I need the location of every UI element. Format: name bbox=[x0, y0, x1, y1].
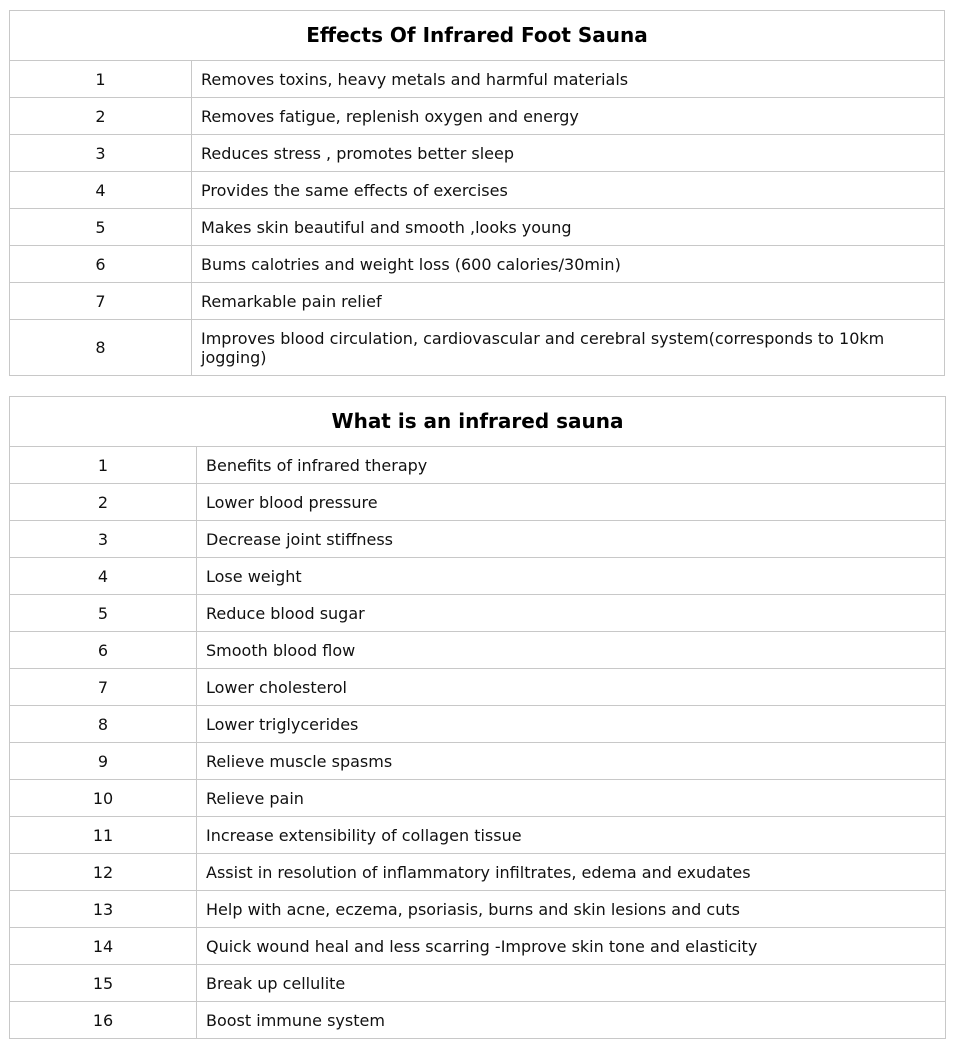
row-number: 8 bbox=[10, 706, 197, 743]
row-text: Bums calotries and weight loss (600 calories/30min) bbox=[192, 246, 945, 283]
row-number: 11 bbox=[10, 817, 197, 854]
infrared-sauna-benefits-table bbox=[9, 396, 946, 1039]
row-text: Assist in resolution of inflammatory infiltrates, edema and exudates bbox=[197, 854, 946, 891]
row-number: 7 bbox=[10, 283, 192, 320]
row-text: Help with acne, eczema, psoriasis, burns and skin lesions and cuts bbox=[197, 891, 946, 928]
table-title: What is an infrared sauna bbox=[10, 397, 946, 447]
row-text: Increase extensibility of collagen tissue bbox=[197, 817, 946, 854]
table-row bbox=[10, 61, 945, 98]
row-number: 15 bbox=[10, 965, 197, 1002]
foot-sauna-effects-table bbox=[9, 10, 945, 376]
table-row bbox=[10, 743, 946, 780]
row-text: Remarkable pain relief bbox=[192, 283, 945, 320]
row-number: 4 bbox=[10, 558, 197, 595]
row-text: Boost immune system bbox=[197, 1002, 946, 1039]
table-row bbox=[10, 172, 945, 209]
row-number: 8 bbox=[10, 320, 192, 376]
row-number: 5 bbox=[10, 209, 192, 246]
row-number: 9 bbox=[10, 743, 197, 780]
row-text: Break up cellulite bbox=[197, 965, 946, 1002]
row-number: 16 bbox=[10, 1002, 197, 1039]
table-row bbox=[10, 595, 946, 632]
table-row bbox=[10, 965, 946, 1002]
row-text: Smooth blood flow bbox=[197, 632, 946, 669]
row-text: Reduce blood sugar bbox=[197, 595, 946, 632]
table-row bbox=[10, 780, 946, 817]
row-text: Removes toxins, heavy metals and harmful materials bbox=[192, 61, 945, 98]
table-row bbox=[10, 817, 946, 854]
row-number: 3 bbox=[10, 135, 192, 172]
table-row bbox=[10, 98, 945, 135]
row-text: Improves blood circulation, cardiovascular and cerebral system(corresponds to 10km jogging) bbox=[192, 320, 945, 376]
table-title: Effects Of Infrared Foot Sauna bbox=[10, 11, 945, 61]
table-row bbox=[10, 891, 946, 928]
row-text: Removes fatigue, replenish oxygen and energy bbox=[192, 98, 945, 135]
row-text: Lower triglycerides bbox=[197, 706, 946, 743]
row-number: 6 bbox=[10, 632, 197, 669]
table-row bbox=[10, 521, 946, 558]
table-row bbox=[10, 1002, 946, 1039]
row-number: 5 bbox=[10, 595, 197, 632]
table-row bbox=[10, 558, 946, 595]
row-text: Lower cholesterol bbox=[197, 669, 946, 706]
row-number: 2 bbox=[10, 484, 197, 521]
row-number: 4 bbox=[10, 172, 192, 209]
row-number: 12 bbox=[10, 854, 197, 891]
row-text: Provides the same effects of exercises bbox=[192, 172, 945, 209]
table-row bbox=[10, 209, 945, 246]
row-number: 1 bbox=[10, 447, 197, 484]
row-number: 1 bbox=[10, 61, 192, 98]
row-text: Quick wound heal and less scarring -Improve skin tone and elasticity bbox=[197, 928, 946, 965]
row-text: Lower blood pressure bbox=[197, 484, 946, 521]
table-row bbox=[10, 706, 946, 743]
row-text: Relieve pain bbox=[197, 780, 946, 817]
row-text: Makes skin beautiful and smooth ,looks young bbox=[192, 209, 945, 246]
table-row bbox=[10, 246, 945, 283]
row-number: 10 bbox=[10, 780, 197, 817]
row-number: 14 bbox=[10, 928, 197, 965]
table-row bbox=[10, 320, 945, 376]
table-row bbox=[10, 669, 946, 706]
row-text: Decrease joint stiffness bbox=[197, 521, 946, 558]
table-row bbox=[10, 854, 946, 891]
row-number: 13 bbox=[10, 891, 197, 928]
table-row bbox=[10, 632, 946, 669]
table-row bbox=[10, 484, 946, 521]
row-text: Benefits of infrared therapy bbox=[197, 447, 946, 484]
row-text: Relieve muscle spasms bbox=[197, 743, 946, 780]
table-row bbox=[10, 283, 945, 320]
row-text: Reduces stress , promotes better sleep bbox=[192, 135, 945, 172]
table-row bbox=[10, 928, 946, 965]
row-number: 3 bbox=[10, 521, 197, 558]
row-number: 6 bbox=[10, 246, 192, 283]
row-text: Lose weight bbox=[197, 558, 946, 595]
row-number: 7 bbox=[10, 669, 197, 706]
row-number: 2 bbox=[10, 98, 192, 135]
table-row bbox=[10, 135, 945, 172]
table-row bbox=[10, 447, 946, 484]
